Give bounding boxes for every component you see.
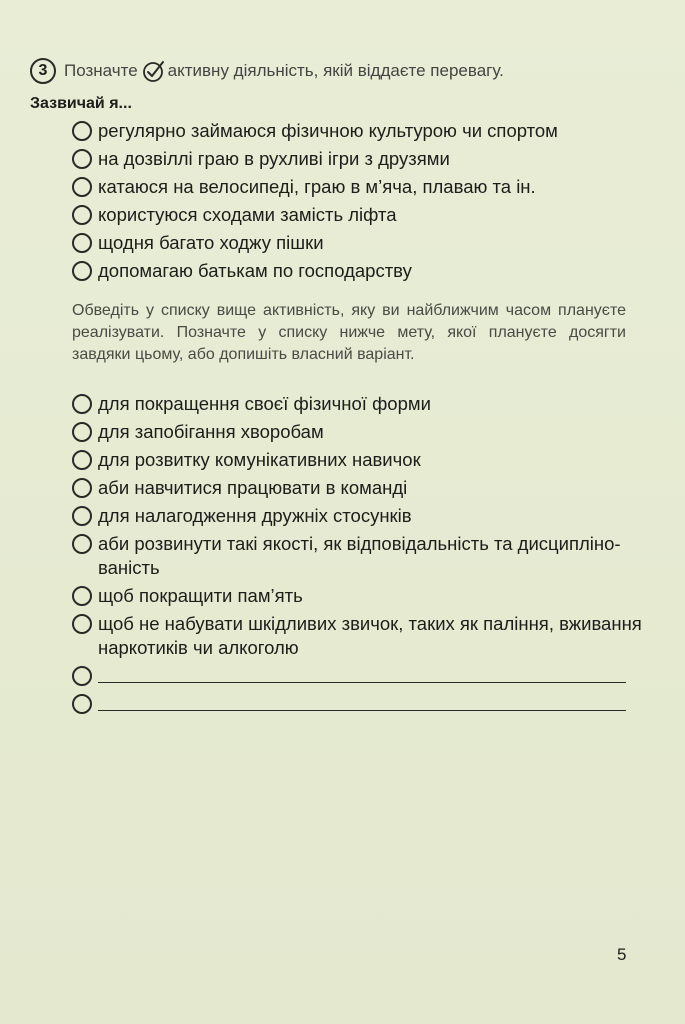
goal-option[interactable]: для налагодження дружніх стосунків <box>72 504 642 528</box>
goal-option[interactable]: для покращення своєї фізичної форми <box>72 392 642 416</box>
page-number: 5 <box>617 945 627 964</box>
checkmark-circle-icon <box>142 59 166 83</box>
goal-option[interactable]: щоб не набувати шкідливих звичок, таких як паління, вживання наркотиків чи алкоголю <box>72 612 642 660</box>
checkbox-circle[interactable] <box>72 506 92 526</box>
task-text-after: активну діяльність, якій віддаєте перевагу. <box>167 61 504 80</box>
activity-option[interactable]: щодня багато ходжу пішки <box>72 231 642 259</box>
write-in-line[interactable] <box>98 664 626 683</box>
task-number-badge: 3 <box>30 58 56 84</box>
subheading: Зазвичай я... <box>30 95 132 112</box>
checkbox-circle[interactable] <box>72 450 92 470</box>
activity-option[interactable]: на дозвіллі граю в рухливі ігри з друзями <box>72 147 642 175</box>
checkbox-circle[interactable] <box>72 586 92 606</box>
checkbox-circle[interactable] <box>72 666 92 686</box>
goal-option[interactable]: для запобігання хворобам <box>72 420 642 444</box>
goal-option[interactable]: аби навчитися працювати в команді <box>72 476 642 500</box>
goal-list <box>72 392 642 720</box>
activity-option[interactable]: користуюся сходами замість ліфта <box>72 203 642 231</box>
checkbox-circle[interactable] <box>72 614 92 634</box>
write-in-line[interactable] <box>98 692 626 711</box>
goal-option[interactable]: аби розвинути такі якості, як відповідальність та дисциплінованість <box>72 532 642 580</box>
checkbox-circle[interactable] <box>72 478 92 498</box>
checkbox-circle[interactable] <box>72 177 92 197</box>
checkbox-circle[interactable] <box>72 534 92 554</box>
checkbox-circle[interactable] <box>72 205 92 225</box>
activity-option[interactable]: катаюся на велосипеді, граю в м’яча, плаваю та ін. <box>72 175 642 203</box>
task-text-before: Позначте <box>64 61 138 80</box>
custom-goal-option[interactable] <box>72 692 642 716</box>
checkbox-circle[interactable] <box>72 694 92 714</box>
goal-option[interactable]: щоб покращити пам’ять <box>72 584 642 608</box>
custom-goal-option[interactable] <box>72 664 642 688</box>
activity-option[interactable]: допомагаю батькам по господарству <box>72 259 642 287</box>
checkbox-circle[interactable] <box>72 261 92 281</box>
activity-list <box>72 119 642 287</box>
checkbox-circle[interactable] <box>72 149 92 169</box>
checkbox-circle[interactable] <box>72 233 92 253</box>
task-instruction <box>64 59 504 83</box>
checkbox-circle[interactable] <box>72 422 92 442</box>
goal-option[interactable]: для розвитку комунікативних навичок <box>72 448 642 472</box>
task-header <box>30 58 504 84</box>
instructions-paragraph: Обведіть у списку вище активність, яку ви найближчим часом плануєте реалізувати. Позначте у списку нижче мету, якої плануєте досягти завдяки цьому, або допишіть власний варіант. <box>72 302 626 363</box>
checkbox-circle[interactable] <box>72 394 92 414</box>
checkbox-circle[interactable] <box>72 121 92 141</box>
activity-option[interactable]: регулярно займаюся фізичною культурою чи спортом <box>72 119 642 147</box>
